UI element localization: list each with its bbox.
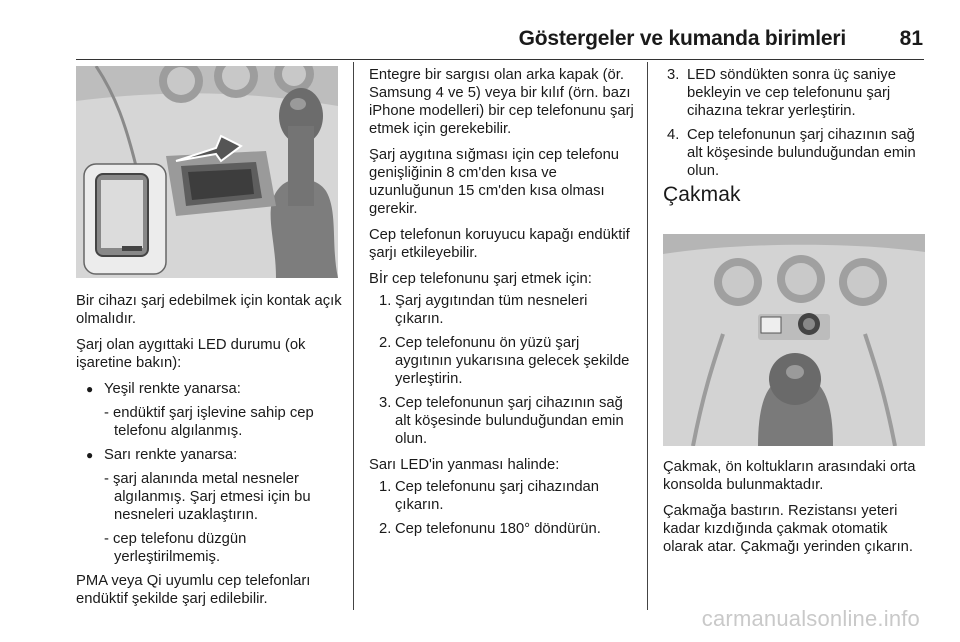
paragraph-led-status: Şarj olan aygıttaki LED durumu (ok işaretine bakın): <box>76 337 306 371</box>
step-text: Cep telefonunun şarj cihazının sağ alt köşesinde bulunduğundan emin olun. <box>395 395 624 447</box>
cigarette-lighter-image <box>663 234 925 446</box>
sub-item-text: - cep telefonu düzgün yerleştirilmemiş. <box>104 531 247 565</box>
page-title: Göstergeler ve kumanda birimleri <box>518 27 846 50</box>
column-divider-2 <box>647 62 648 610</box>
step-number: 1. <box>379 479 392 495</box>
paragraph-lighter-location: Çakmak, ön koltukların arasındaki orta konsolda bulunmaktadır. <box>663 459 916 493</box>
list-item <box>369 394 639 448</box>
list-item <box>369 334 639 388</box>
step-number: 2. <box>379 335 392 351</box>
column-2 <box>369 66 639 544</box>
list-item <box>76 446 346 464</box>
step-text: Şarj aygıtından tüm nesneleri çıkarın. <box>395 293 588 327</box>
list-item <box>663 66 931 120</box>
column-1 <box>76 292 346 616</box>
page-header <box>0 27 960 57</box>
bullet-icon: ● <box>86 448 94 462</box>
page-number: 81 <box>899 27 923 50</box>
cigarette-lighter-illustration <box>663 234 925 446</box>
step-text: Cep telefonunu şarj cihazından çıkarın. <box>395 479 600 513</box>
wireless-charger-image <box>76 66 338 278</box>
step-number: 2. <box>379 521 392 537</box>
step-number: 1. <box>379 293 392 309</box>
step-text: LED söndükten sonra üç saniye bekleyin ve cep telefonunu şarj cihazına tekrar yerleştirin. <box>687 67 896 119</box>
sub-item-text: - şarj alanında metal nesneler algılanmış. Şarj etmesi için bu nesneleri uzaklaştırın. <box>104 471 311 523</box>
paragraph-phone-size: Şarj aygıtına sığması için cep telefonu genişliğinin 8 cm'den kısa ve uzunluğunun 15 cm'den kısa olması gerekir. <box>369 147 620 217</box>
column-divider-1 <box>353 62 354 610</box>
header-rule <box>76 59 924 60</box>
bullet-icon: ● <box>86 382 94 396</box>
step-text: Cep telefonunu ön yüzü şarj aygıtının yukarısına gelecek şekilde yerleştirin. <box>395 335 630 387</box>
section-heading-lighter: Çakmak <box>663 183 741 206</box>
list-item <box>76 380 346 398</box>
step-text: Cep telefonunun şarj cihazının sağ alt köşesinde bulunduğundan emin olun. <box>687 127 916 179</box>
paragraph-back-cover: Entegre bir sargısı olan arka kapak (ör. Samsung 4 ve 5) veya bir kılıf (örn. bazı iPhone modelleri) bir cep telefonunu şarj etmek için gerekebilir. <box>369 67 634 137</box>
list-item <box>76 470 346 524</box>
list-item <box>76 530 346 566</box>
list-item <box>663 126 931 180</box>
paragraph-ignition: Bir cihazı şarj edebilmek için kontak açık olmalıdır. <box>76 293 342 327</box>
list-item <box>369 292 639 328</box>
list-item <box>369 478 639 514</box>
paragraph-lighter-usage: Çakmağa bastırın. Rezistansı yeteri kadar kızdığında çakmak otomatik olarak atar. Çakmağı yerinden çıkarın. <box>663 503 914 555</box>
wireless-charger-illustration <box>76 66 338 278</box>
bullet-text: Yeşil renkte yanarsa: <box>104 381 241 397</box>
column-3 <box>663 66 931 218</box>
step-number: 3. <box>667 67 680 83</box>
paragraph-protective-cover: Cep telefonun koruyucu kapağı endüktif şarjı etkileyebilir. <box>369 227 630 261</box>
paragraph-charge-intro: Bİr cep telefonunu şarj etmek için: <box>369 271 592 287</box>
step-text: Cep telefonunu 180° döndürün. <box>395 521 601 537</box>
watermark: carmanualsonline.info <box>701 606 920 631</box>
step-number: 4. <box>667 127 680 143</box>
paragraph-yellow-led: Sarı LED'in yanması halinde: <box>369 457 560 473</box>
list-item <box>76 404 346 440</box>
list-item <box>369 520 639 538</box>
step-number: 3. <box>379 395 392 411</box>
paragraph-pma-qi: PMA veya Qi uyumlu cep telefonları endüktif şekilde şarj edilebilir. <box>76 573 311 607</box>
column-3-lower <box>663 458 931 564</box>
bullet-text: Sarı renkte yanarsa: <box>104 447 238 463</box>
sub-item-text: - endüktif şarj işlevine sahip cep telefonu algılanmış. <box>104 405 314 439</box>
